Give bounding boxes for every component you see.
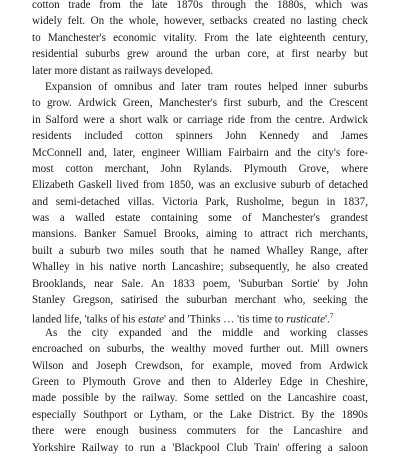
text-line: Stanley Gregson, satirised the suburban merchant who, seeking the xyxy=(32,294,368,307)
text-line: to Manchester's economic vitality. From the late eighteenth century, xyxy=(32,31,368,44)
text-line: Wilson and Joseph Crewdson, for example, moved from Ardwick xyxy=(32,359,368,372)
text-line: built a suburb two miles south that he named Whalley Range, after xyxy=(32,244,368,257)
italic-word: rusticate xyxy=(286,314,326,327)
text-line: widely felt. On the whole, however, setbacks created no lasting check xyxy=(32,15,368,28)
body-text xyxy=(32,0,368,456)
italic-word: estate xyxy=(138,314,165,327)
text-line: residential suburbs grew around the urban core, at first nearby but xyxy=(32,48,368,61)
text-line: Whalley in his native north Lancashire; subsequently, he also created xyxy=(32,261,368,274)
text-line: to grow. Ardwick Green, Manchester's first suburb, and the Crescent xyxy=(32,97,368,110)
text-line: Green to Plymouth Grove and then to Alderley Edge in Cheshire, xyxy=(32,375,368,388)
text-line: later more distant as railways developed. xyxy=(32,64,214,77)
footnote-marker: 7 xyxy=(329,312,334,321)
text-line: encroached on suburbs, the wealthy moved further out. Mill owners xyxy=(32,343,368,356)
text-line: there were enough business commuters for the Lancashire and xyxy=(32,425,368,438)
text-line: cotton trade from the late 1870s through the 1880s, which was xyxy=(32,0,368,11)
text-line: McConnell and, later, engineer William Fairbairn and the city's fore- xyxy=(32,146,368,159)
text-line: most cotton merchant, John Rylands. Plymouth Grove, where xyxy=(32,162,368,175)
text-line: in Salford were a short walk or carriage ride from the centre. Ardwick xyxy=(32,113,368,126)
text-line: residents included cotton spinners John Kennedy and James xyxy=(32,130,368,143)
text-line: mansions. Banker Samuel Brooks, aiming to attract rich merchants, xyxy=(32,228,368,241)
text-line: Yorkshire Railway to run a 'Blackpool Club Train' offering a saloon xyxy=(32,441,368,454)
text-line: Elizabeth Gaskell lived from 1850, was an exclusive suburb of detached xyxy=(32,179,368,192)
text-line: especially Southport or Lytham, or the Lake District. By the 1890s xyxy=(32,408,368,421)
text-line: As the city expanded and the middle and working classes xyxy=(45,326,368,339)
text-line: Brooklands, near Sale. An 1833 poem, 'Suburban Sortie' by John xyxy=(32,277,368,290)
text-line: was a walled estate containing some of Manchester's grandest xyxy=(32,212,368,225)
text-line: made possible by the railway. Some settled on the Lancashire coast, xyxy=(32,392,368,405)
text-line: landed life, 'talks of his estate' and 'Thinks … 'tis time to rusticate'.$^7$ xyxy=(32,312,334,327)
text-line: Expansion of omnibus and later tram routes helped inner suburbs xyxy=(45,80,368,93)
text-line: and semi-detached villas. Victoria Park, Rusholme, begun in 1837, xyxy=(32,195,368,208)
